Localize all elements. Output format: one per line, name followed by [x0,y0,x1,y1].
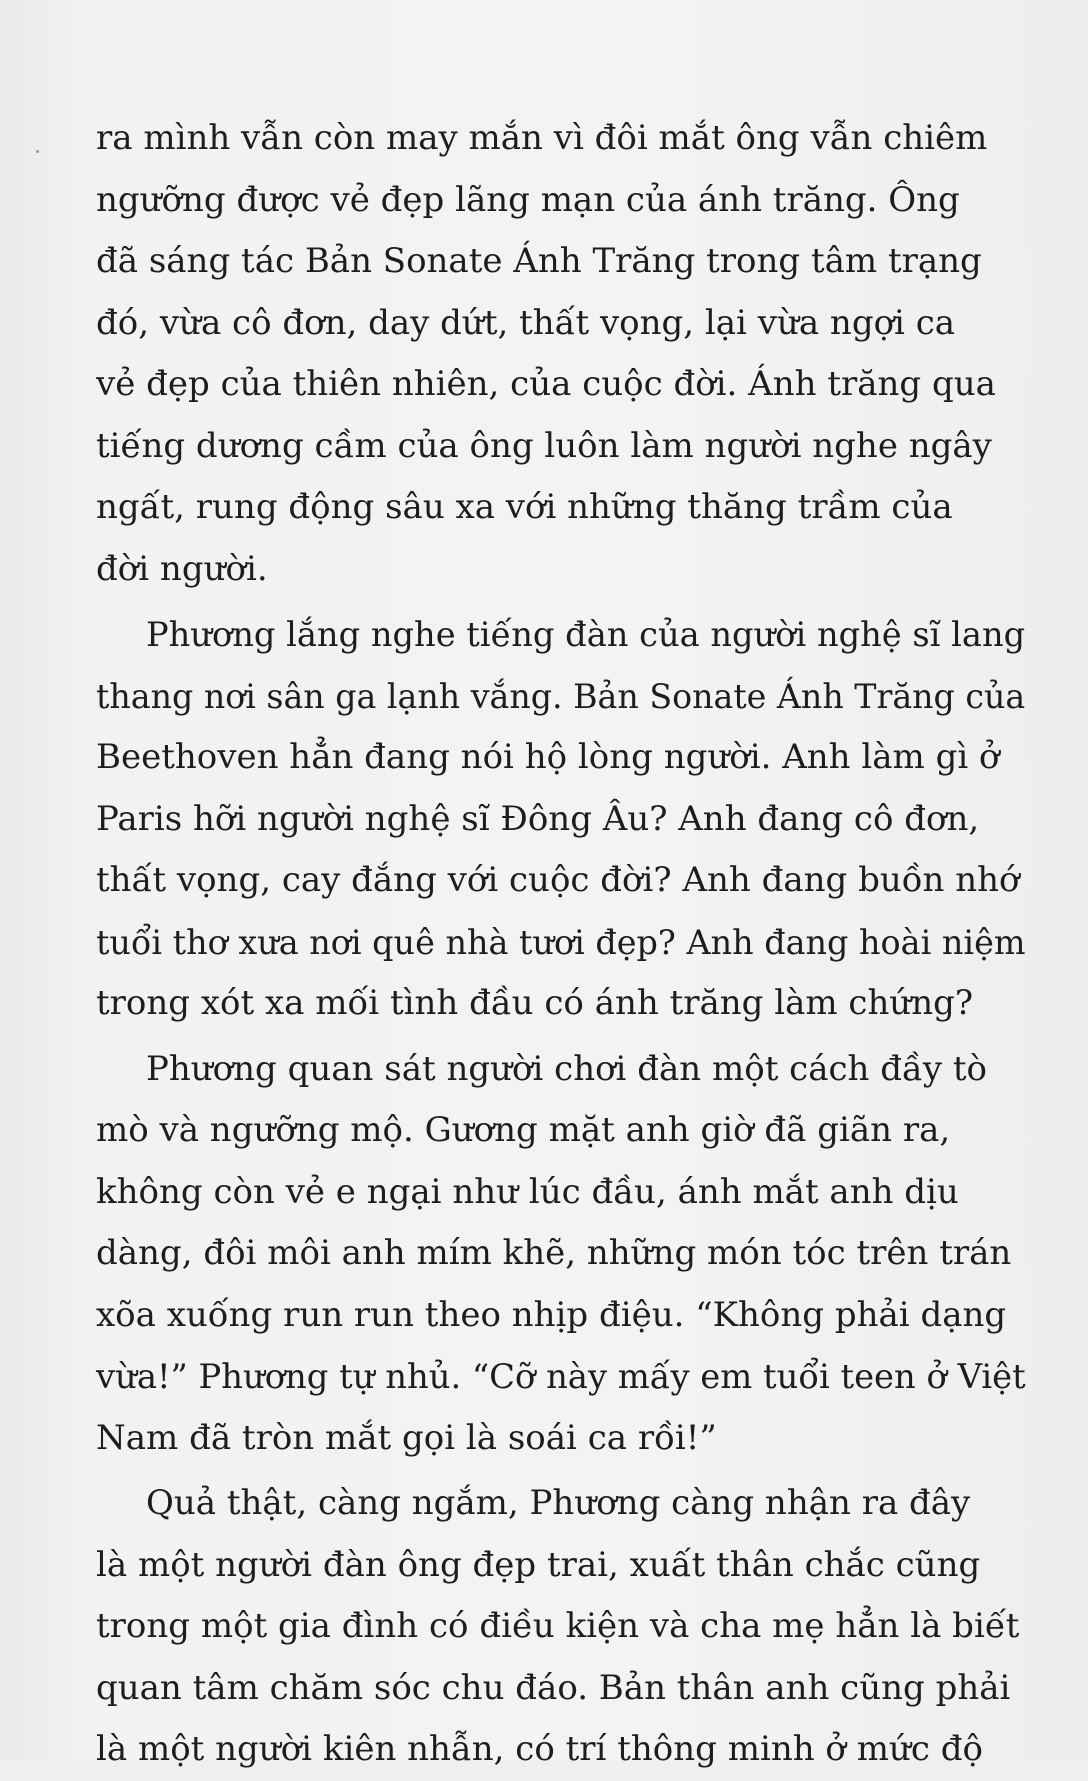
paragraph [96,604,1026,1035]
text-line: đã sáng tác Bản Sonate Ánh Trăng trong tâm trạng [96,241,982,281]
text-line: vừa!” Phương tự nhủ. “Cỡ này mấy em tuổi teen ở Việt [96,1357,1026,1396]
text-line: trong xót xa mối tình đầu có ánh trăng làm chứng? [96,983,974,1023]
text-line: Phương lắng nghe tiếng đàn của người nghệ sĩ lang [146,615,1026,654]
text-line: Beethoven hẳn đang nói hộ lòng người. Anh làm gì ở [96,737,1000,777]
text-line: dàng, đôi môi anh mím khẽ, những món tóc trên trán [96,1233,1012,1273]
text-line: Phương quan sát người chơi đàn một cách đầy tò [146,1048,987,1089]
text-line: trong một gia đình có điều kiện và cha mẹ hẳn là biết [96,1606,1020,1646]
text-line: đời người. [96,548,268,589]
body-text [96,108,1026,1781]
text-line: ra mình vẫn còn may mắn vì đôi mắt ông vẫn chiêm [96,118,988,158]
paragraph [96,1473,1026,1781]
text-line: Paris hỡi người nghệ sĩ Đông Âu? Anh đang cô đơn, [96,798,980,839]
paragraph [96,1039,1026,1470]
text-line: thang nơi sân ga lạnh vắng. Bản Sonate Ánh Trăng của [96,676,1026,716]
text-line: ngất, rung động sâu xa với những thăng trầm của [96,487,953,527]
text-line: ngưỡng được vẻ đẹp lãng mạn của ánh trăng. Ông [96,179,960,220]
text-line: tuổi thơ xưa nơi quê nhà tươi đẹp? Anh đang hoài niệm [96,922,1026,962]
text-line: là một người kiên nhẫn, có trí thông minh ở mức độ [96,1729,983,1769]
page-speck [36,150,39,153]
text-line: quan tâm chăm sóc chu đáo. Bản thân anh cũng phải [96,1667,1011,1708]
paragraph [96,108,1026,600]
text-line: vẻ đẹp của thiên nhiên, của cuộc đời. Ánh trăng qua [96,364,996,404]
text-line: xõa xuống run run theo nhịp điệu. “Không phải dạng [96,1294,1007,1335]
text-line: không còn vẻ e ngại như lúc đầu, ánh mắt anh dịu [96,1171,959,1212]
text-line: tiếng dương cầm của ông luôn làm người nghe ngây [96,425,992,466]
text-line: là một người đàn ông đẹp trai, xuất thân chắc cũng [96,1544,981,1585]
text-line: mò và ngưỡng mộ. Gương mặt anh giờ đã giãn ra, [96,1110,951,1150]
text-line: Quả thật, càng ngắm, Phương càng nhận ra đây [146,1483,971,1523]
text-line: thất vọng, cay đắng với cuộc đời? Anh đang buồn nhớ [96,860,1020,900]
text-line: đó, vừa cô đơn, day dứt, thất vọng, lại vừa ngợi ca [96,302,956,343]
text-line: Nam đã tròn mắt gọi là soái ca rồi!” [96,1417,717,1458]
